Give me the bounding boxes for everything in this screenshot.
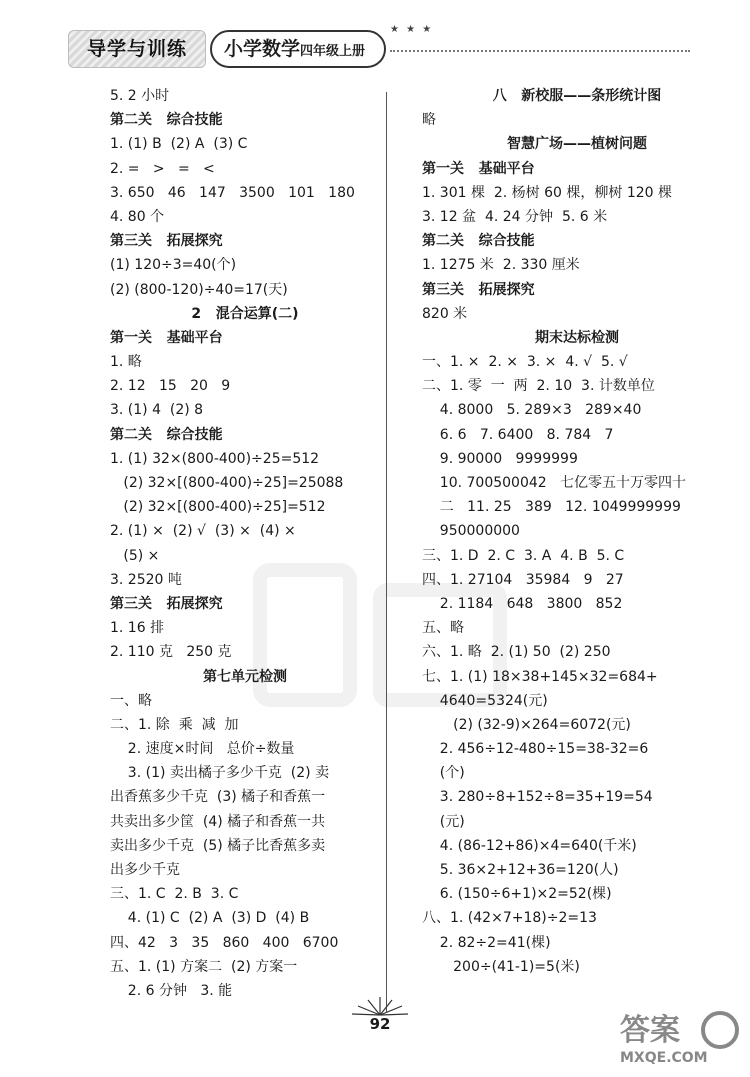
right-answer-line: 2. 456÷12-480÷15=38-32=6: [422, 741, 649, 758]
right-answer-line: 七、1. (1) 18×38+145×32=684+: [422, 668, 658, 685]
right-answer-line: (元): [422, 813, 465, 830]
left-answer-line: 2. 12 15 20 9: [110, 378, 231, 395]
right-answer-line: (2) (32-9)×264=6072(元): [422, 716, 631, 733]
right-answer-line: 四、1. 27104 35984 9 27: [422, 571, 624, 588]
svg-text:答案: 答案: [620, 1013, 680, 1048]
left-answer-line: 1. (1) B (2) A (3) C: [110, 136, 248, 153]
right-section-heading: 第二关 综合技能: [422, 233, 535, 250]
right-answer-line: 五、略: [422, 620, 464, 637]
right-answer-line: 5. 36×2+12+36=120(人): [422, 862, 619, 878]
page-footer: [340, 995, 420, 1045]
series-title-banner: 导学与训练: [68, 30, 206, 68]
right-answer-line: 二、1. 零 一 两 2. 10 3. 计数单位: [422, 378, 655, 395]
right-answer-line: 10. 700500042 七亿零五十万零四十: [422, 475, 687, 491]
right-answer-line: 6. 6 7. 6400 8. 784 7: [422, 426, 614, 443]
answer-column-right: [422, 84, 732, 979]
page-number: 92: [369, 1015, 391, 1033]
left-answer-line: (1) 120÷3=40(个): [110, 257, 237, 274]
right-section-heading: 第三关 拓展探究: [422, 281, 535, 298]
left-answer-line: 卖出多少千克 (5) 橘子比香蕉多卖: [110, 837, 326, 854]
right-answer-line: 820 米: [422, 305, 468, 322]
right-answer-line: 6. (150÷6+1)×2=52(棵): [422, 886, 612, 903]
left-answer-line: 2. 6 分钟 3. 能: [110, 982, 233, 999]
right-answer-line: 三、1. D 2. C 3. A 4. B 5. C: [422, 547, 625, 564]
left-section-heading: 第一关 基础平台: [110, 329, 223, 346]
grade-label: 四年级上册: [300, 44, 366, 59]
right-chapter-title: 期末达标检测: [535, 329, 619, 346]
right-answer-line: (个): [422, 765, 465, 782]
left-answer-line: 2. (1) × (2) √ (3) × (4) ×: [110, 523, 296, 540]
subject-label: 小学数学: [224, 38, 301, 60]
left-answer-line: 出多少千克: [110, 862, 180, 878]
svg-text:MXQE.COM: MXQE.COM: [620, 1050, 708, 1066]
right-answer-line: 1. 1275 米 2. 330 厘米: [422, 257, 580, 274]
left-answer-line: 3. (1) 4 (2) 8: [110, 402, 204, 419]
left-section-heading: 第二关 综合技能: [110, 426, 223, 443]
left-answer-line: 4. 80 个: [110, 208, 165, 225]
left-answer-line: 共卖出多少筐 (4) 橘子和香蕉一共: [110, 813, 326, 830]
right-answer-line: 二 11. 25 389 12. 1049999999: [422, 499, 681, 516]
right-answer-line: 2. 82÷2=41(棵): [422, 934, 551, 951]
right-answer-line: 六、1. 略 2. (1) 50 (2) 250: [422, 644, 611, 661]
left-answer-line: 2. 速度×时间 总价÷数量: [110, 741, 295, 758]
right-answer-line: 2. 1184 648 3800 852: [422, 595, 623, 612]
subject-grade-banner: [210, 30, 386, 68]
right-answer-line: 4. 8000 5. 289×3 289×40: [422, 402, 642, 419]
left-answer-line: 一、略: [110, 692, 152, 709]
left-answer-line: 五、1. (1) 方案二 (2) 方案一: [110, 958, 298, 975]
right-answer-line: 3. 12 盆 4. 24 分钟 5. 6 米: [422, 208, 608, 225]
left-answer-line: 二、1. 除 乘 减 加: [110, 716, 239, 733]
left-answer-line: 5. 2 小时: [110, 88, 170, 104]
right-answer-line: 9. 90000 9999999: [422, 450, 578, 467]
answer-circle-logo-icon: [610, 1000, 740, 1070]
right-chapter-title: 八 新校服——条形统计图: [492, 88, 662, 104]
left-answer-line: 3. (1) 卖出橘子多少千克 (2) 卖: [110, 765, 330, 782]
left-answer-line: 四、42 3 35 860 400 6700: [110, 934, 339, 951]
left-answer-line: 2. = > = <: [110, 160, 215, 177]
right-chapter-title: 智慧广场——植树问题: [507, 136, 647, 153]
left-section-heading: 第三关 拓展探究: [110, 595, 223, 612]
header-dotted-rule: [390, 50, 690, 52]
right-answer-line: 3. 280÷8+152÷8=35+19=54: [422, 789, 653, 806]
left-answer-line: (2) (800-120)÷40=17(天): [110, 281, 288, 298]
right-answer-line: 一、1. × 2. × 3. × 4. √ 5. √: [422, 354, 628, 371]
page-header: [60, 22, 700, 72]
left-answer-line: 1. 略: [110, 354, 142, 371]
left-section-heading: 第二关 综合技能: [110, 112, 223, 129]
left-answer-line: 2. 110 克 250 克: [110, 644, 232, 661]
left-section-heading: 第三关 拓展探究: [110, 233, 223, 250]
left-answer-line: (2) 32×[(800-400)÷25]=25088: [110, 475, 344, 491]
left-answer-line: 出香蕉多少千克 (3) 橘子和香蕉一: [110, 789, 326, 806]
left-chapter-title: 2 混合运算(二): [191, 305, 299, 322]
left-answer-line: 3. 650 46 147 3500 101 180: [110, 184, 355, 201]
left-chapter-title: 第七单元检测: [203, 668, 287, 685]
left-answer-line: (5) ×: [110, 547, 160, 564]
left-answer-line: 3. 2520 吨: [110, 571, 182, 588]
site-logo: [610, 1000, 740, 1070]
right-answer-line: 八、1. (42×7+18)÷2=13: [422, 910, 597, 927]
right-answer-line: 200÷(41-1)=5(米): [422, 958, 580, 975]
right-answer-line: 略: [422, 112, 436, 129]
right-section-heading: 第一关 基础平台: [422, 160, 535, 177]
left-answer-line: 1. (1) 32×(800-400)÷25=512: [110, 450, 320, 467]
left-answer-line: (2) 32×[(800-400)÷25]=512: [110, 499, 326, 516]
left-answer-line: 三、1. C 2. B 3. C: [110, 886, 239, 903]
left-answer-line: 4. (1) C (2) A (3) D (4) B: [110, 910, 310, 927]
right-answer-line: 4. (86-12+86)×4=640(千米): [422, 837, 637, 854]
right-answer-line: 1. 301 棵 2. 杨树 60 棵，柳树 120 棵: [422, 184, 673, 201]
stars-ornament: ★ ★ ★: [390, 24, 434, 35]
right-answer-line: 950000000: [422, 523, 520, 540]
column-divider: [386, 92, 387, 1012]
right-answer-line: 4640=5324(元): [422, 692, 548, 709]
left-answer-line: 1. 16 排: [110, 620, 165, 637]
answer-column-left: [110, 84, 380, 1003]
